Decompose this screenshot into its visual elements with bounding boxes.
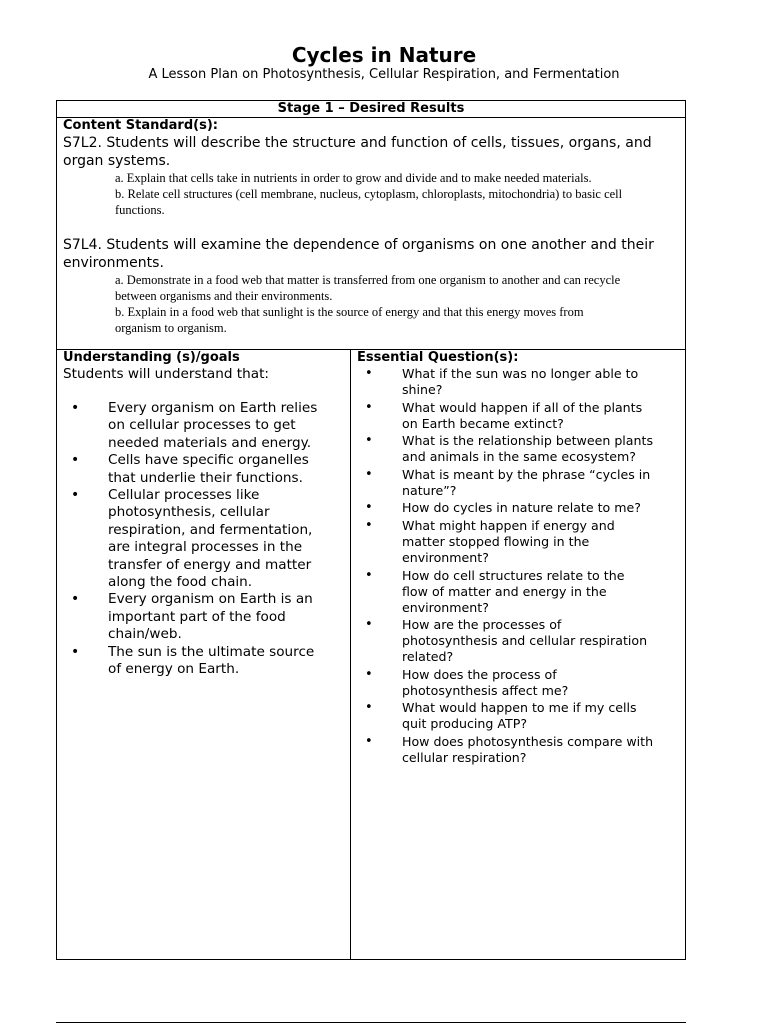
text-line: How do cell structures relate to the [402,567,625,583]
document-title: Cycles in Nature [291,43,477,67]
essential-question-item [357,433,685,465]
understandings-label: Understanding (s)/goals [63,350,240,365]
understanding-item [63,400,350,452]
standard-heading-line: environments. [63,255,164,271]
text-line: a. Explain that cells take in nutrients in order to grow and divide and to make needed materials. [115,171,592,185]
text-line: organism to organism. [115,321,227,335]
stage-header: Stage 1 – Desired Results [57,101,685,118]
text-line: and animals in the same ecosystem? [402,449,636,465]
text-line: of energy on Earth. [108,661,240,678]
essential-question-item [357,467,685,499]
text-line: b. Explain in a food web that sunlight is the source of energy and that this energy moves from [115,305,584,319]
text-line: What would happen to me if my cells [402,700,637,716]
text-line: photosynthesis, cellular [108,504,270,521]
text-line: Every organism on Earth relies [108,400,318,416]
essential-question-item [357,568,685,616]
essential-question-item [357,366,685,398]
lesson-plan-table [56,100,686,960]
text-line: matter stopped flowing in the [402,533,590,549]
document-subtitle: A Lesson Plan on Photosynthesis, Cellular Respiration, and Fermentation [148,67,620,82]
text-line: How are the processes of [402,617,562,633]
standard-heading-line: organ systems. [63,153,171,169]
text-line: related? [402,649,454,665]
text-line: chain/web. [108,626,182,643]
standard-element [115,272,685,304]
text-line: between organisms and their environments. [115,289,333,303]
standard-element [115,170,685,186]
understanding-item [63,644,350,679]
text-line: How does the process of [402,666,557,682]
standards-list [63,134,685,336]
text-line: important part of the food [108,608,286,625]
text-line: cellular respiration? [402,749,527,765]
text-line: needed materials and energy. [108,434,312,451]
standard-element [115,304,685,336]
text-line: environment? [402,549,489,565]
text-line: What is meant by the phrase “cycles in [402,466,651,482]
text-line: shine? [402,382,443,397]
text-line: What would happen if all of the plants [402,399,643,415]
text-line: Cellular processes like [108,487,260,504]
text-line: are integral processes in the [108,539,303,556]
text-line: nature”? [402,482,457,498]
text-line: How do cycles in nature relate to me? [402,500,641,516]
text-line: on Earth became extinct? [402,415,564,431]
text-line: on cellular processes to get [108,417,296,434]
understanding-item [63,591,350,643]
essential-question-item [357,617,685,665]
text-line: Every organism on Earth is an [108,591,313,608]
understandings-list [63,400,350,679]
text-line: b. Relate cell structures (cell membrane, nucleus, cytoplasm, chloroplasts, mitochondria) to basic cell [115,187,623,201]
understanding-item [63,487,350,591]
text-line: a. Demonstrate in a food web that matter is transferred from one organism to another and can recycle [115,273,621,287]
text-line: photosynthesis and cellular respiration [402,633,648,649]
essential-question-item [357,500,685,516]
text-line: photosynthesis affect me? [402,682,569,698]
text-line: quit producing ATP? [402,716,528,732]
text-line: along the food chain. [108,574,253,591]
text-line: How does photosynthesis compare with [402,733,654,749]
standard-block [63,134,685,218]
text-line: What is the relationship between plants [402,433,654,449]
essential-question-item [357,700,685,732]
essential-question-item [357,667,685,699]
standard-block [63,236,685,336]
essential-question-item [357,734,685,766]
footer-rule [56,1022,686,1023]
standard-heading-line: S7L2. Students will describe the structure and function of cells, tissues, organs, and [63,135,652,151]
content-standards-cell [57,118,685,350]
text-line: flow of matter and energy in the [402,583,607,599]
understandings-cell [57,350,351,959]
standard-heading-line: S7L4. Students will examine the dependence of organisms on one another and their [63,237,654,253]
text-line: The sun is the ultimate source [108,643,315,660]
standard-heading [63,236,685,272]
text-line: that underlie their functions. [108,469,303,486]
essential-questions-label: Essential Question(s): [357,350,519,365]
text-line: respiration, and fermentation, [108,521,313,538]
essential-question-item [357,518,685,566]
text-line: functions. [115,203,165,217]
content-standards-label: Content Standard(s): [63,118,218,133]
text-line: transfer of energy and matter [108,556,312,573]
essential-question-item [357,400,685,432]
standard-element [115,186,685,218]
text-line: Cells have specific organelles [108,452,309,469]
essential-questions-cell [351,350,685,959]
text-line: What might happen if energy and [402,517,615,533]
text-line: environment? [402,599,489,615]
essential-questions-list [357,366,685,766]
text-line: What if the sun was no longer able to [402,366,639,381]
understanding-item [63,452,350,487]
standard-heading [63,134,685,170]
understandings-intro: Students will understand that: [63,366,269,382]
